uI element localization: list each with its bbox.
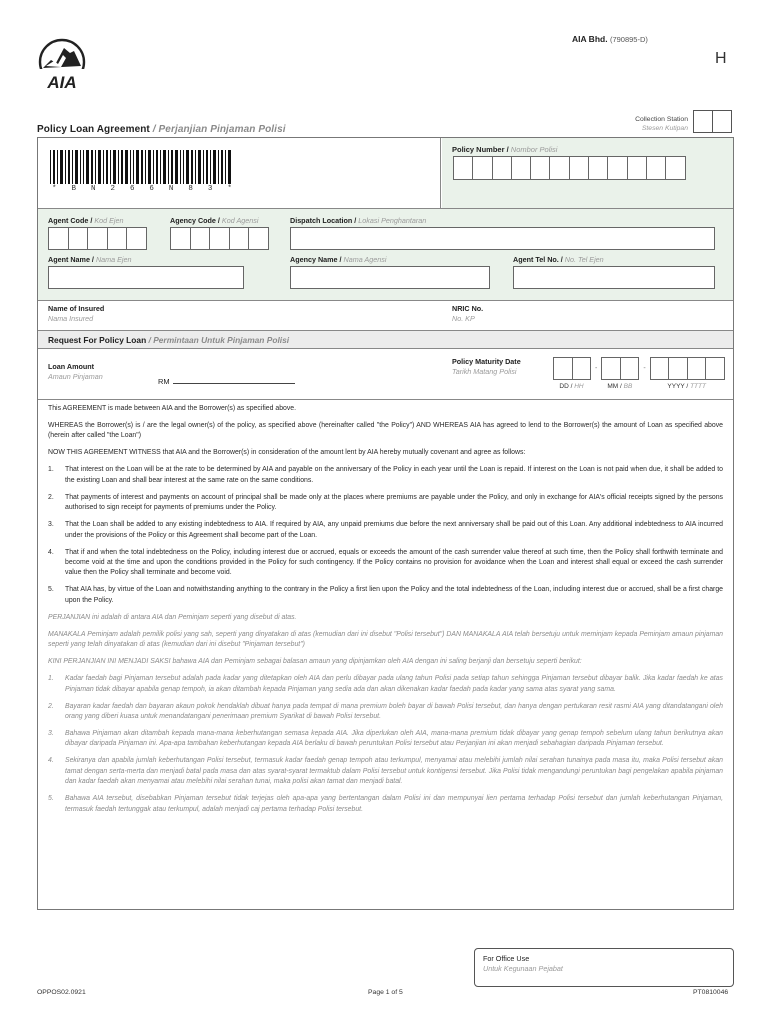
item-number: 2. [48, 702, 54, 710]
agent-tel-label-en: Agent Tel No. / [513, 255, 565, 264]
day-group [553, 357, 590, 390]
collection-station-box[interactable] [693, 110, 713, 133]
item-text: That interest on the Loan will be at the rate to be determined by AIA and payable on the anniversary of the Policy in each year until the Loan is repaid. If interest on the Loan is not paid when due, it shall be added to the existing Loan and shall bear interest at the same rate on the same conditions. [65, 466, 723, 484]
agent-tel-label [513, 255, 604, 264]
item-number: 4. [48, 757, 54, 765]
year-group [650, 357, 724, 390]
collection-station-en: Collection Station [635, 116, 688, 123]
barcode-text [52, 185, 232, 193]
agency-code-box[interactable] [209, 227, 230, 250]
agent-code-box[interactable] [87, 227, 108, 250]
nric-label-ms: No. KP [452, 314, 475, 323]
agency-code-input[interactable] [170, 227, 268, 250]
agent-section [38, 208, 733, 301]
month-hint [607, 383, 632, 390]
barcode-char: 2 [110, 185, 115, 193]
agency-code-box[interactable] [190, 227, 211, 250]
item-number: 2. [48, 493, 54, 501]
agency-code-label-en: Agency Code / [170, 216, 222, 225]
aia-logo-icon [34, 36, 90, 92]
day-box[interactable] [572, 357, 592, 380]
item-number: 3. [48, 730, 54, 738]
insured-name-label-ms: Nama Insured [48, 314, 94, 323]
agency-name-input[interactable] [290, 266, 490, 289]
policy-number-box[interactable] [472, 156, 492, 180]
item-number: 4. [48, 548, 54, 556]
dispatch-location-label [290, 216, 426, 225]
footer-doc-code: PT0810046 [693, 989, 729, 996]
policy-number-box[interactable] [549, 156, 569, 180]
barcode-char: 6 [149, 185, 154, 193]
maturity-date-input[interactable] [553, 357, 724, 390]
day-hint-ms: HH [574, 383, 584, 390]
terms-ms-intro: PERJANJIAN ini adalah di antara AIA dan Peminjam seperti yang disebut di atas. [48, 613, 297, 621]
terms-en-intro: This AGREEMENT is made between AIA and the Borrower(s) as specified above. [48, 405, 297, 412]
collection-station-box[interactable] [712, 110, 732, 133]
insured-name-field[interactable] [48, 304, 104, 324]
request-header-ms: Permintaan Untuk Pinjaman Polisi [153, 335, 290, 345]
loan-amount-label [48, 362, 103, 382]
policy-number-label-ms: Nombor Polisi [510, 145, 558, 154]
terms-en-witness: NOW THIS AGREEMENT WITNESS that AIA and the Borrower(s) in consideration of the amount lent by AIA hereby mutually covenant and agree as follows: [48, 449, 526, 457]
agency-code-label [170, 216, 258, 225]
item-text: That the Loan shall be added to any existing indebtedness to AIA. If required by AIA, any unpaid premiums due before the next anniversary shall be paid out of this Loan. Any additional indebtedness to AIA incurred under the provisions of the Policy or this Agreement shall become part of the Loan. [65, 521, 723, 539]
month-box[interactable] [620, 357, 640, 380]
barcode-char: 3 [207, 185, 213, 193]
agent-name-label [48, 255, 132, 264]
date-separator: - [643, 365, 646, 372]
collection-station-input[interactable] [693, 110, 731, 133]
barcode-char: * [227, 185, 232, 193]
month-hint-en: MM / [607, 383, 624, 390]
barcode-icon [50, 150, 233, 184]
agent-name-input[interactable] [48, 266, 244, 289]
agent-name-label-en: Agent Name / [48, 255, 96, 264]
year-hint-en: YYYY / [667, 383, 691, 390]
barcode-char: N [168, 185, 174, 193]
policy-number-box[interactable] [627, 156, 647, 180]
barcode-char: B [71, 185, 76, 193]
terms-ms-item [48, 702, 723, 723]
policy-number-box[interactable] [588, 156, 608, 180]
company-reg-number: (790895-D) [609, 35, 648, 44]
policy-number-cell [442, 138, 733, 208]
maturity-date-label [452, 357, 521, 377]
agent-tel-label-ms: No. Tel Ejen [564, 255, 604, 264]
loan-amount-input[interactable] [158, 376, 295, 386]
collection-station-label [590, 115, 688, 133]
item-text: Sekiranya dan apabila jumlah keberhutangan Polisi tersebut, termasuk kadar faedah genap tempoh atau terkumpul, menyamai atau melebihi jumlah nilai serahan tunainya pada masa itu, maka Polisi tersebut akan tamat dengan serta-merta dan menjadi batal pada masa dan atas syarat-syarat termaktub dalam Polisi tersebut untuk kontigensi tersebut. Jika Polisi tidak mengandungi peruntukan bagi pengelakan apabila pinjaman dan kadar faedah akan menyamai atau melebihi nilai serahan tunai, maka polisi akan tamat dan menjadi batal. [65, 757, 723, 786]
terms-ms-item [48, 729, 723, 750]
terms-en-whereas: WHEREAS the Borrower(s) is / are the legal owner(s) of the policy, as specified above (hereinafter called "the Policy") AND WHEREAS AIA has agreed to lend to the Borrower(s) the amount of Loan as specified above (herein after called "the Loan") [48, 422, 723, 440]
item-text: That payments of interest and payments on account of principal shall be made only at the places where premiums are payable under the Policy, and only in exchange for AIA's official receipts signed by the persons authorised to sign receipt for payments of premiums under the Policy. [65, 493, 723, 512]
item-text: Bahawa Pinjaman akan ditambah kepada mana-mana keberhutangan semasa kepada AIA. Jika diperlukan oleh AIA, mana-mana premium tidak dibayar yang genap tempoh sebelum ulang tahun berikutnya akan dibayar daripada Pinjaman ini. Apa-apa tambahan keberhutangan kepada AIA berlaku di bawah peruntukan Polisi tersebut atau Perjanjian ini akan menjadi sebahagian daripada Pinjaman tersebut. [65, 730, 723, 748]
agency-code-box[interactable] [170, 227, 191, 250]
loan-amount-label-en: Loan Amount [48, 362, 95, 371]
terms-en-item [48, 493, 723, 514]
barcode-char: * [52, 185, 57, 193]
policy-number-label [452, 145, 557, 154]
year-input[interactable] [650, 357, 724, 380]
day-box[interactable] [553, 357, 573, 380]
insured-name-label-en: Name of Insured [48, 304, 105, 313]
loan-amount-underline[interactable] [173, 376, 295, 384]
agent-code-label [48, 216, 124, 225]
agency-code-label-ms: Kod Agensi [221, 216, 259, 225]
barcode-char: 6 [129, 185, 135, 193]
item-text: Bahawa AIA tersebut, disebabkan Pinjaman tersebut tidak terjejas oleh apa-apa yang bertentangan dalam Polisi ini dan mempunyai lien pertama terhadap Polisi tersebut dan jumlah keberhutangan Pinjaman, termasuk faedah tertunggak atau terkumpul, adalah menjadi caj pertama terhadap Polisi tersebut. [65, 795, 723, 813]
barcode-char: N [90, 185, 96, 193]
collection-station-ms: Stesen Kutipan [641, 125, 688, 132]
title-malay: Perjanjian Pinjaman Polisi [158, 124, 286, 135]
item-number: 5. [48, 586, 54, 594]
policy-number-box[interactable] [607, 156, 627, 180]
form-frame [37, 137, 734, 910]
request-section-header [38, 330, 733, 349]
terms-ms-witness: KINI PERJANJIAN INI MENJADI SAKSI bahawa AIA dan Peminjam sebagai balasan amaun yang dipinjamkan oleh AIA dengan ini saling berjanji dan bersetuju seperti berikut: [48, 658, 582, 666]
month-box[interactable] [601, 357, 621, 380]
policy-number-box[interactable] [646, 156, 666, 180]
barcode-cell [38, 138, 441, 208]
dispatch-location-input[interactable] [290, 227, 715, 250]
terms-en-item [48, 520, 723, 541]
day-input[interactable] [553, 357, 590, 380]
nric-field[interactable] [452, 304, 483, 324]
title-english: Policy Loan Agreement [37, 124, 150, 135]
agency-code-box[interactable] [229, 227, 250, 250]
agent-code-input[interactable] [48, 227, 146, 250]
terms-en-item [48, 585, 723, 606]
office-use-label-ms: Untuk Kegunaan Pejabat [483, 964, 563, 973]
agent-code-box[interactable] [107, 227, 128, 250]
month-input[interactable] [601, 357, 638, 380]
dispatch-location-label-en: Dispatch Location / [290, 216, 359, 225]
policy-number-label-en: Policy Number / [452, 145, 511, 154]
year-hint-ms: TTTT [690, 383, 706, 390]
agency-name-label-ms: Nama Agensi [343, 255, 387, 264]
agent-name-label-ms: Nama Ejen [95, 255, 132, 264]
date-separator: - [595, 365, 598, 372]
policy-number-box[interactable] [569, 156, 589, 180]
terms-ms-item [48, 794, 723, 815]
agency-name-label-en: Agency Name / [290, 255, 344, 264]
item-number: 5. [48, 795, 54, 803]
dispatch-location-label-ms: Lokasi Penghantaran [358, 216, 427, 225]
terms-ms-whereas: MANAKALA Peminjam adalah pemilik polisi yang sah, seperti yang dinyatakan di atas (kemudian dari ini disebut "Polisi tersebut") DAN MANAKALA AIA telah bersetuju untuk meminjam kepada Peminjam amaun pinjaman seperti yang telah dinyatakan di atas (kemudian dari ini disebut "Pinjaman tersebut") [48, 630, 723, 649]
item-text: Kadar faedah bagi Pinjaman tersebut adalah pada kadar yang ditetapkan oleh AIA dan perlu dibayar pada ulang tahun Polisi pada setiap tahun sehingga Pinjaman tersebut dibayar balik. Jika kadar faedah ke atas Pinjaman tidak dibayar apabila genap tempoh, ia akan ditambah kepada Pinjaman yang sedia ada dan akan dikenakan kadar faedah pada kadar yang sama atas syarat yang sama. [65, 675, 723, 693]
agent-code-label-en: Agent Code / [48, 216, 95, 225]
item-text: Bayaran kadar faedah dan bayaran akaun pokok hendaklah dibuat hanya pada tempat di mana premium boleh bayar di bawah Polisi tersebut, dan hanya dengan pertukaran resit rasmi AIA yang ditandatangani oleh orang yang diberi kuasa untuk menandatangani penerimaan premium Syarikat di bawah Polisi tersebut. [65, 702, 723, 721]
terms-en-list [48, 465, 723, 606]
item-text: That if and when the total indebtedness on the Policy, including interest due or accrued, equals or exceeds the amount of the cash surrender value thereof at such time, then the Policy shall forthwith terminate and become void at the time and upon the conditions provided in the Policy for such contingency. If the Policy contains no provision for avoidance when the Loan and interest shall equal or exceed the cash surrender value then the Policy shall terminate and become void. [65, 548, 723, 577]
company-name-text: AIA Bhd. [572, 34, 608, 44]
maturity-date-label-en: Policy Maturity Date [452, 357, 521, 366]
office-use-label-en: For Office Use [483, 954, 530, 963]
terms-ms-item [48, 756, 723, 787]
request-header-separator: / [146, 335, 154, 345]
terms-en-item [48, 548, 723, 579]
barcode-char: 8 [188, 185, 193, 193]
loan-section [38, 349, 733, 400]
month-hint-ms: BB [623, 383, 633, 390]
policy-number-input[interactable] [453, 156, 685, 180]
item-number: 1. [48, 675, 54, 683]
policy-number-box[interactable] [665, 156, 685, 180]
month-group [601, 357, 638, 390]
company-name [572, 34, 648, 44]
terms-ms-list [48, 674, 723, 815]
footer-page-number: Page 1 of 5 [368, 989, 403, 996]
year-box[interactable] [705, 357, 725, 380]
item-text: That AIA has, by virtue of the Loan and notwithstanding anything to the contrary in the Policy a first lien upon the Policy and the total indebtedness of the Loan, including interest due or accrued, shall be a first charge upon the Policy. [65, 586, 723, 604]
loan-amount-label-ms: Amaun Pinjaman [48, 372, 103, 381]
terms-ms-item [48, 674, 723, 695]
year-box[interactable] [650, 357, 670, 380]
svg-text:AIA: AIA [47, 73, 77, 92]
title-separator: / [149, 124, 159, 135]
policy-number-box[interactable] [492, 156, 512, 180]
page-title [37, 124, 286, 135]
agent-code-label-ms: Kod Ejen [94, 216, 124, 225]
nric-label-en: NRIC No. [452, 304, 484, 313]
agent-code-box[interactable] [126, 227, 147, 250]
form-letter: H [715, 50, 727, 67]
footer-form-code: OPPOS02.0921 [37, 989, 86, 996]
year-box[interactable] [687, 357, 707, 380]
agreement-terms [38, 400, 733, 909]
policy-number-box[interactable] [511, 156, 531, 180]
policy-number-box[interactable] [453, 156, 473, 180]
policy-number-box[interactable] [530, 156, 550, 180]
terms-en-item [48, 465, 723, 486]
agency-name-label [290, 255, 386, 264]
year-box[interactable] [668, 357, 688, 380]
year-hint [667, 383, 706, 390]
maturity-date-label-ms: Tarikh Matang Polisi [452, 367, 517, 376]
agent-code-box[interactable] [48, 227, 69, 250]
insured-section [38, 301, 733, 331]
item-number: 3. [48, 521, 54, 529]
agency-code-box[interactable] [248, 227, 269, 250]
currency-label: RM [158, 377, 170, 386]
agent-tel-input[interactable] [513, 266, 715, 289]
item-number: 1. [48, 466, 54, 474]
agent-code-box[interactable] [68, 227, 89, 250]
request-header-en: Request For Policy Loan [48, 335, 147, 345]
office-use-box [474, 948, 734, 987]
day-hint-en: DD / [559, 383, 575, 390]
day-hint [559, 383, 583, 390]
